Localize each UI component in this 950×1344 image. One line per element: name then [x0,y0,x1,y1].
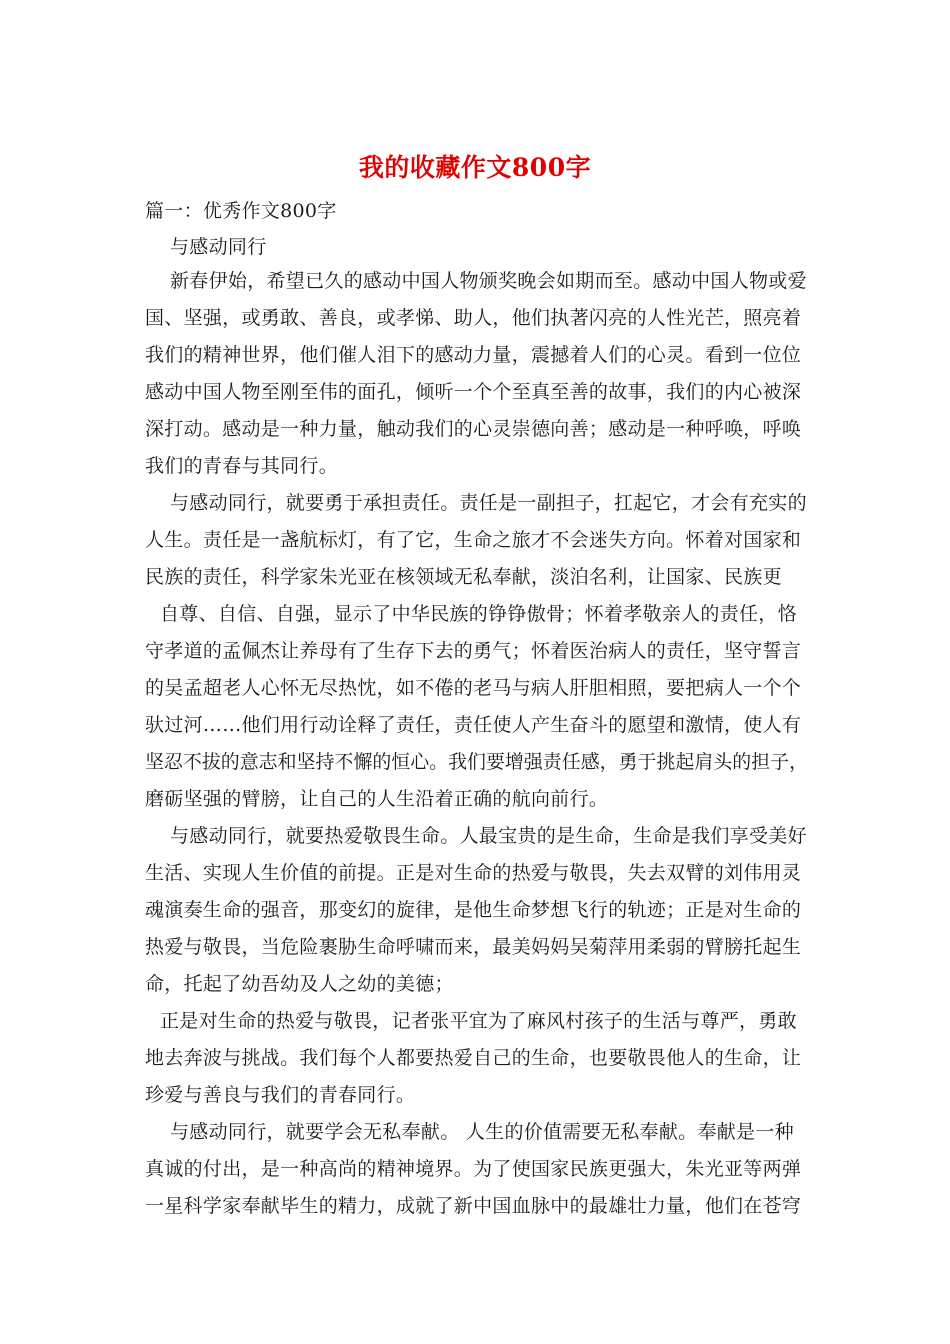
section-heading: 篇一：优秀作文800字 [145,200,337,222]
paragraph-line: 驮过河……他们用行动诠释了责任，责任使人产生奋斗的愿望和激情，使人有 [145,714,802,736]
paragraph-line: 地去奔波与挑战。我们每个人都要热爱自己的生命，也要敬畏他人的生命，让 [145,1047,802,1069]
paragraph-line: 正是对生命的热爱与敬畏，记者张平宜为了麻风村孩子的生活与尊严，勇敢 [160,1010,797,1032]
paragraph-line: 一星科学家奉献毕生的精力，成就了新中国血脉中的最雄壮力量，他们在苍穹 [145,1195,802,1217]
paragraph-line: 我们的精神世界，他们催人泪下的感动力量，震撼着人们的心灵。看到一位位 [145,344,802,366]
paragraph-line: 新春伊始，希望已久的感动中国人物颁奖晚会如期而至。感动中国人物或爱 [170,270,807,292]
paragraph-line: 人生。责任是一盏航标灯，有了它，生命之旅才不会迷失方向。怀着对国家和 [145,529,802,551]
paragraph-line: 命，托起了幼吾幼及人之幼的美德； [145,973,454,995]
paragraph-line: 感动中国人物至刚至伟的面孔，倾听一个个至真至善的故事，我们的内心被深 [145,381,802,403]
paragraph-line: 国、坚强，或勇敢、善良，或孝悌、助人，他们执著闪亮的人性光芒，照亮着 [145,307,802,329]
paragraph-line: 坚忍不拔的意志和坚持不懈的恒心。我们要增强责任感，勇于挑起肩头的担子， [145,751,809,773]
paragraph-line: 珍爱与善良与我们的青春同行。 [145,1084,416,1106]
paragraph-line: 生活、实现人生价值的前提。正是对生命的热爱与敬畏，失去双臂的刘伟用灵 [145,862,802,884]
paragraph-line: 自尊、自信、自强，显示了中华民族的铮铮傲骨；怀着孝敬亲人的责任，恪 [160,603,797,625]
paragraph-line: 热爱与敬畏，当危险裹胁生命呼啸而来，最美妈妈吴菊萍用柔弱的臂膀托起生 [145,936,802,958]
paragraph-line: 与感动同行，就要热爱敬畏生命。人最宝贵的是生命，生命是我们享受美好 [170,825,807,847]
document-title: 我的收藏作文800字 [358,153,592,182]
paragraph-line: 与感动同行，就要学会无私奉献。 人生的价值需要无私奉献。奉献是一种 [170,1121,794,1143]
paragraph-line: 魂演奏生命的强音，那变幻的旋律，是他生命梦想飞行的轨迹；正是对生命的 [145,899,802,921]
paragraph-line: 我们的青春与其同行。 [145,455,339,477]
paragraph-line: 真诚的付出，是一种高尚的精神境界。为了使国家民族更强大，朱光亚等两弹 [145,1158,802,1180]
paragraph-line: 与感动同行，就要勇于承担责任。责任是一副担子，扛起它，才会有充实的 [170,492,807,514]
paragraph-line: 民族的责任，科学家朱光亚在核领域无私奉献，淡泊名利，让国家、民族更 [145,566,782,588]
paragraph-line: 深打动。感动是一种力量，触动我们的心灵崇德向善；感动是一种呼唤，呼唤 [145,418,802,440]
paragraph-line: 守孝道的孟佩杰让养母有了生存下去的勇气；怀着医治病人的责任，坚守誓言 [145,640,802,662]
paragraph-line: 磨砺坚强的臂膀，让自己的人生沿着正确的航向前行。 [145,788,609,810]
essay-subtitle: 与感动同行 [170,236,267,258]
paragraph-line: 的吴孟超老人心怀无尽热忱，如不倦的老马与病人肝胆相照，要把病人一个个 [145,677,802,699]
